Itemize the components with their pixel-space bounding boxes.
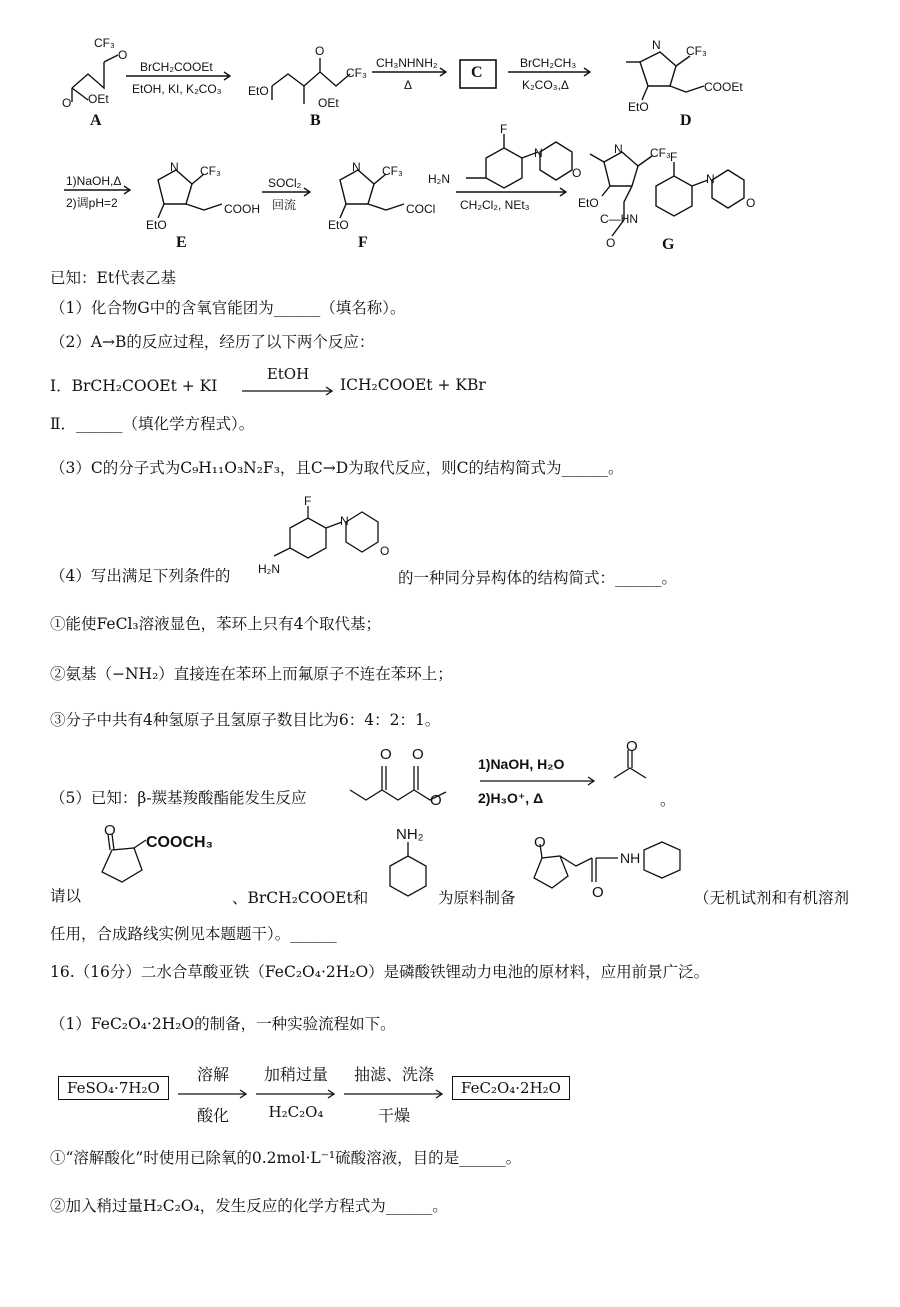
step5-top: SOCl₂ (268, 176, 302, 190)
reaction-ii: Ⅱ．______（填化学方程式）。 (50, 415, 255, 433)
q5-target-nh: NH (620, 850, 641, 866)
question-5e: （无机试剂和有机溶剂 (694, 889, 850, 907)
q5-o2: O (412, 746, 424, 763)
step2-top: CH₃NHNH₂ (376, 56, 438, 70)
q5-nh2: NH₂ (396, 826, 424, 843)
hn-g: C—HN (600, 212, 638, 226)
flow-a-arrow (176, 1089, 250, 1099)
q5-product-o: O (626, 738, 638, 755)
condition-1: ①能使FeCl₃溶液显色，苯环上只有4个取代基； (50, 615, 381, 633)
o-g: O (606, 236, 616, 250)
q5-ketone-o: O (104, 822, 116, 839)
cf3-g: CF₃ (650, 146, 671, 160)
q5-target (524, 836, 694, 906)
flow-a-top: 溶解 (196, 1065, 229, 1084)
label-c: C (471, 64, 483, 81)
q5-end: 。 (660, 791, 676, 809)
reaction-i-arrow (240, 366, 336, 400)
cf3-d: CF₃ (686, 44, 707, 58)
cocl-f: COCl (406, 202, 436, 216)
cooet-d: COOEt (704, 80, 743, 94)
q5-product (610, 740, 670, 790)
n-d: N (652, 38, 661, 52)
q5-keto-ester (86, 820, 186, 900)
question-3: （3）C的分子式为C₉H₁₁O₃N₂F₃，且C→D为取代反应，则C的结构简式为______。 (50, 459, 624, 477)
q5-reactant (344, 740, 474, 810)
flow-b-arrow (254, 1089, 338, 1099)
step6-bottom: CH₂Cl₂, NEt₃ (460, 198, 530, 212)
n-morph-g: N (706, 172, 715, 186)
sub-question-1: ①“溶解酸化”时使用已除氧的0.2mol·L⁻¹硫酸溶液，目的是______。 (50, 1149, 522, 1167)
cf3-a: CF₃ (94, 36, 115, 50)
flow-start-box: FeSO₄·7H₂O (58, 1076, 169, 1100)
q5-cond-bot: 2)H₃O⁺, Δ (478, 790, 544, 806)
reaction-scheme-row2 (0, 130, 900, 260)
q5-o1: O (380, 746, 392, 763)
question-16: 16.（16分）二水合草酸亚铁（FeC₂O₄·2H₂O）是磷酸铁锂动力电池的原材料，应用前景广泛。 (50, 963, 710, 981)
label-b: B (310, 112, 321, 129)
step4-bottom: 2)调pH=2 (66, 196, 118, 210)
sub-question-2: ②加入稍过量H₂C₂O₄，发生反应的化学方程式为______。 (50, 1197, 448, 1215)
question-5d: 为原料制备 (438, 889, 516, 907)
question-4b: 的一种同分异构体的结构简式：______。 (398, 569, 678, 587)
eto-g: EtO (578, 196, 599, 210)
n-g: N (614, 142, 623, 156)
condition-3: ③分子中共有4种氢原子且氢原子数目比为6：4：2：1。 (50, 711, 441, 729)
label-d: D (680, 112, 692, 129)
reaction-i-left: Ⅰ．BrCH₂COOEt + KI (50, 377, 218, 395)
n-e: N (170, 160, 179, 174)
f-g: F (670, 150, 678, 164)
reaction-i-arrow-line (240, 386, 336, 396)
question-4a: （4）写出满足下列条件的 (50, 567, 231, 585)
step2-bottom: Δ (404, 78, 413, 92)
o-morph-reagent: O (572, 166, 582, 180)
flow-a-bot: 酸化 (196, 1106, 229, 1125)
cooh-e: COOH (224, 202, 260, 216)
step1-top: BrCH₂COOEt (140, 60, 213, 74)
reaction-i-right: ICH₂COOEt + KBr (340, 376, 486, 394)
f-reagent: F (500, 122, 508, 136)
o-a2: O (62, 96, 72, 110)
n-f: N (352, 160, 361, 174)
q4-n: N (340, 514, 349, 528)
step1-bottom: EtOH, KI, K₂CO₃ (132, 82, 222, 96)
label-f: F (358, 234, 368, 251)
question-16-1: （1）FeC₂O₄·2H₂O的制备，一种实验流程如下。 (50, 1015, 396, 1033)
o-b: O (315, 44, 325, 58)
flow-step-b (254, 1062, 338, 1121)
label-e: E (176, 234, 187, 251)
q5-arrow-line (478, 776, 598, 786)
q4-f: F (304, 494, 312, 508)
cf3-f: CF₃ (382, 164, 403, 178)
oet-b: OEt (318, 96, 339, 110)
q4-o: O (380, 544, 390, 558)
known-note: 已知：Et代表乙基 (50, 269, 177, 287)
flow-c-top: 抽滤、洗涤 (353, 1065, 434, 1084)
flow-c-bot: 干燥 (377, 1106, 410, 1125)
cf3-e: CF₃ (200, 164, 221, 178)
question-5f: 任用，合成路线实例见本题题干）。______ (50, 925, 337, 943)
question-5b: 请以 (50, 887, 82, 905)
step3-top: BrCH₂CH₃ (520, 56, 577, 70)
question-5a: （5）已知：β-羰基羧酸酯能发生反应 (50, 789, 307, 807)
eto-b: EtO (248, 84, 269, 98)
q5-target-o1: O (534, 834, 546, 851)
q5-aniline (380, 836, 440, 906)
flow-b-top: 加稍过量 (263, 1065, 328, 1084)
question-1: （1）化合物G中的含氧官能团为______（填名称）。 (50, 299, 406, 317)
n-morph-reagent: N (534, 146, 543, 160)
label-g: G (662, 236, 675, 253)
flow-end-box: FeC₂O₄·2H₂O (452, 1076, 570, 1100)
label-a: A (90, 112, 102, 129)
q5-o3: O (430, 792, 442, 809)
h2n-reagent: H₂N (428, 172, 450, 186)
flow-step-a (176, 1062, 250, 1126)
reaction-i-cond: EtOH (266, 365, 310, 383)
step4-top: 1)NaOH,Δ (66, 174, 122, 188)
o-morph-g: O (746, 196, 756, 210)
condition-2: ②氨基（−NH₂）直接连在苯环上而氟原子不连在苯环上； (50, 665, 453, 683)
eto-f: EtO (328, 218, 349, 232)
q5-cooch3: COOCH₃ (146, 834, 213, 851)
eto-e: EtO (146, 218, 167, 232)
flow-step-c (342, 1062, 446, 1126)
question-2: （2）A→B的反应过程，经历了以下两个反应： (50, 333, 375, 351)
o-a: O (118, 48, 128, 62)
flow-c-arrow (342, 1089, 446, 1099)
flow-b-bot: H₂C₂O₄ (268, 1103, 324, 1121)
cf3-b: CF₃ (346, 66, 367, 80)
question-5c: 、BrCH₂COOEt和 (232, 889, 369, 907)
q5-target-o2: O (592, 884, 604, 901)
step5-bottom: 回流 (272, 198, 297, 212)
q4-h2n: H₂N (258, 562, 280, 576)
step3-bottom: K₂CO₃,Δ (522, 78, 569, 92)
oet-a: OEt (88, 92, 109, 106)
q5-cond-top: 1)NaOH, H₂O (478, 756, 565, 772)
eto-d: EtO (628, 100, 649, 114)
q5-arrow (478, 756, 598, 807)
